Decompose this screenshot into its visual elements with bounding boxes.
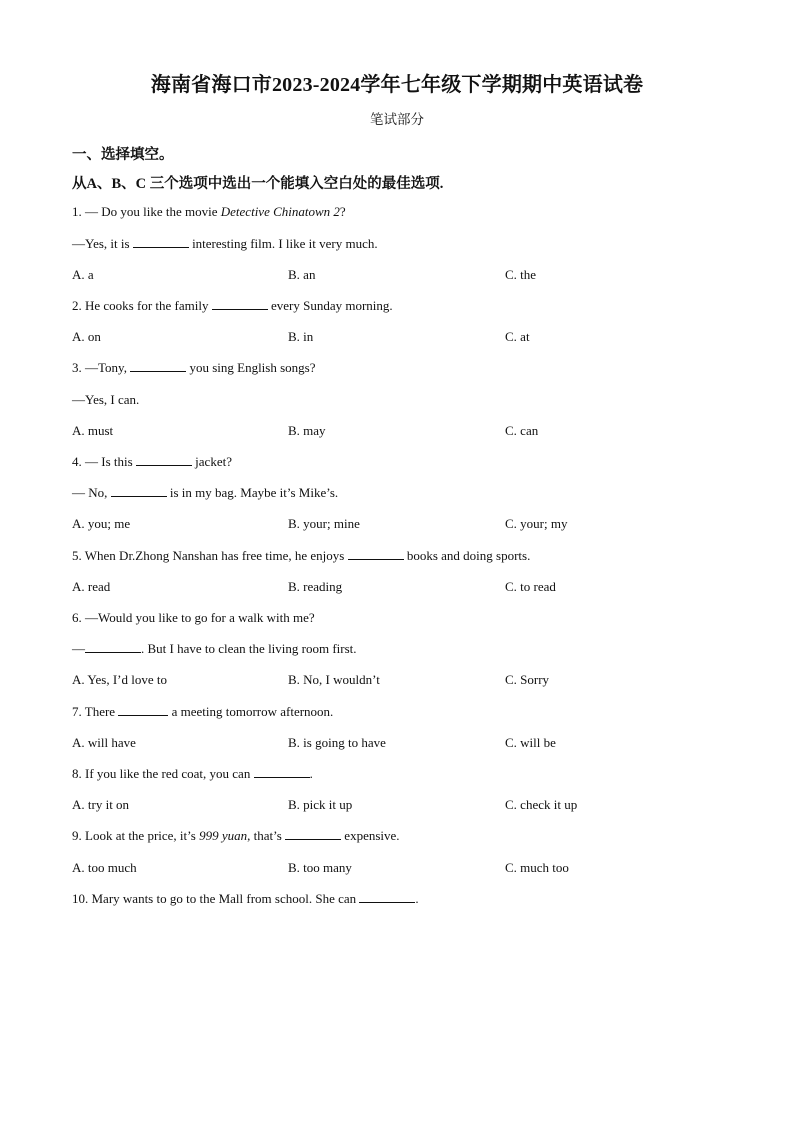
question-9: [72, 828, 400, 844]
option-a[interactable]: A. you; me: [72, 516, 131, 531]
question-3: [72, 360, 316, 376]
question-text: a meeting tomorrow afternoon.: [168, 704, 334, 719]
question-text: expensive.: [341, 828, 400, 843]
answer-blank[interactable]: [212, 298, 268, 310]
question-1-answer-line: [72, 236, 378, 252]
question-text: , that’s: [247, 828, 286, 843]
answer-blank[interactable]: [359, 891, 415, 903]
answer-blank[interactable]: [118, 704, 168, 716]
answer-blank[interactable]: [285, 828, 341, 840]
option-c[interactable]: C. will be: [505, 735, 556, 750]
question-6: 6. —Would you like to go for a walk with me?: [72, 610, 315, 625]
question-text: is in my bag. Maybe it’s Mike’s.: [166, 485, 339, 500]
question-text: 9. Look at the price, it’s: [72, 828, 200, 843]
question-1: [72, 204, 346, 220]
question-text: 5. When Dr.Zhong Nanshan has free time, he enjoys: [72, 548, 348, 563]
question-text: 1. — Do you like the movie: [72, 204, 221, 219]
question-4-answer-line: [72, 485, 338, 501]
question-text: books and doing sports.: [403, 548, 531, 563]
question-text: 2. He cooks for the family: [72, 298, 212, 313]
option-b[interactable]: B. too many: [288, 860, 352, 875]
question-5: [72, 548, 530, 564]
option-b[interactable]: B. may: [288, 423, 326, 438]
option-a[interactable]: A. read: [72, 579, 111, 594]
question-italic-text: Detective Chinatown 2: [220, 204, 340, 219]
answer-blank[interactable]: [254, 766, 310, 778]
option-c[interactable]: C. your; my: [505, 516, 568, 531]
question-7: [72, 704, 333, 720]
question-text: interesting film. I like it very much.: [188, 236, 378, 251]
question-text: 3. —Tony,: [72, 360, 131, 375]
option-c[interactable]: C. at: [505, 329, 530, 344]
question-text: .: [415, 891, 419, 906]
question-text: 10. Mary wants to go to the Mall from school. She can: [72, 891, 360, 906]
question-text: —: [72, 641, 85, 656]
option-b[interactable]: B. reading: [288, 579, 343, 594]
question-text: — No,: [72, 485, 111, 500]
question-text: —Yes, it is: [72, 236, 133, 251]
option-a[interactable]: A. will have: [72, 735, 136, 750]
section-instruction: 从A、B、C 三个选项中选出一个能填入空白处的最佳选项.: [72, 176, 444, 192]
section-heading: 一、选择填空。: [72, 147, 174, 163]
option-a[interactable]: A. too much: [72, 860, 137, 875]
answer-blank[interactable]: [133, 236, 189, 248]
exam-subtitle: 笔试部分: [370, 112, 424, 127]
option-c[interactable]: C. much too: [505, 860, 569, 875]
option-c[interactable]: C. can: [505, 423, 539, 438]
option-a[interactable]: A. try it on: [72, 797, 130, 812]
option-b[interactable]: B. your; mine: [288, 516, 360, 531]
option-c[interactable]: C. Sorry: [505, 672, 550, 687]
question-8: [72, 766, 313, 782]
question-3-answer-line: —Yes, I can.: [72, 392, 140, 407]
answer-blank[interactable]: [130, 360, 186, 372]
answer-blank[interactable]: [85, 641, 141, 653]
option-c[interactable]: C. check it up: [505, 797, 578, 812]
option-b[interactable]: B. an: [288, 267, 316, 282]
option-b[interactable]: B. No, I wouldn’t: [288, 672, 380, 687]
option-c[interactable]: C. to read: [505, 579, 556, 594]
question-text: 4. — Is this: [72, 454, 136, 469]
question-text: . But I have to clean the living room first.: [141, 641, 357, 656]
question-text: you sing English songs?: [186, 360, 316, 375]
option-a[interactable]: A. must: [72, 423, 114, 438]
option-c[interactable]: C. the: [505, 267, 537, 282]
question-4: [72, 454, 232, 470]
question-text: 7. There: [72, 704, 119, 719]
question-6-answer-line: [72, 641, 357, 657]
question-10: [72, 891, 419, 907]
exam-title: 海南省海口市2023-2024学年七年级下学期期中英语试卷: [150, 74, 644, 96]
option-b[interactable]: B. in: [288, 329, 314, 344]
question-text: ?: [339, 204, 346, 219]
question-italic-text: 999 yuan: [199, 828, 248, 843]
question-text: every Sunday morning.: [267, 298, 393, 313]
answer-blank[interactable]: [348, 548, 404, 560]
question-text: 8. If you like the red coat, you can: [72, 766, 254, 781]
question-text: jacket?: [191, 454, 232, 469]
option-b[interactable]: B. pick it up: [288, 797, 353, 812]
question-2: [72, 298, 393, 314]
option-b[interactable]: B. is going to have: [288, 735, 386, 750]
answer-blank[interactable]: [111, 485, 167, 497]
option-a[interactable]: A. a: [72, 267, 94, 282]
option-a[interactable]: A. on: [72, 329, 101, 344]
answer-blank[interactable]: [136, 454, 192, 466]
question-text: .: [309, 766, 313, 781]
option-a[interactable]: A. Yes, I’d love to: [72, 672, 167, 687]
